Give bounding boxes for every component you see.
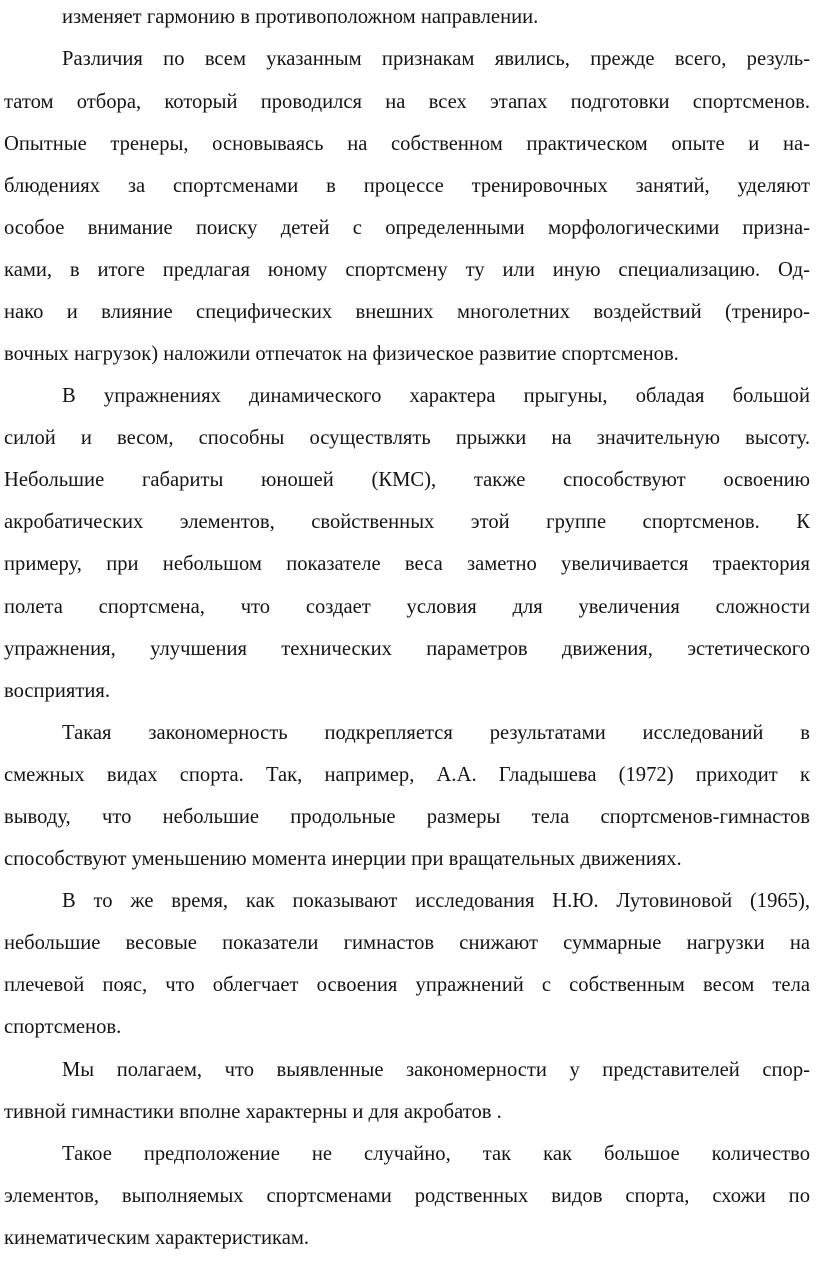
- text-line: В то же время, как показывают исследования Н.Ю. Лутовиновой (1965),: [62, 890, 810, 912]
- text-line: тивной гимнастики вполне характерны и для акробатов .: [4, 1101, 502, 1123]
- text-line: особое внимание поиску детей с определенными морфологическими призна-: [4, 217, 810, 239]
- text-line: восприятия.: [4, 680, 110, 702]
- text-line: способствуют уменьшению момента инерции при вращательных движениях.: [4, 848, 682, 870]
- text-line: Мы полагаем, что выявленные закономерности у представителей спор-: [62, 1059, 810, 1081]
- text-line: Такая закономерность подкрепляется результатами исследований в: [62, 722, 810, 744]
- text-line: смежных видах спорта. Так, например, А.А. Гладышева (1972) приходит к: [4, 764, 810, 786]
- text-line: элементов, выполняемых спортсменами родственных видов спорта, схожи по: [4, 1185, 810, 1207]
- text-line: выводу, что небольшие продольные размеры тела спортсменов-гимнастов: [4, 806, 810, 828]
- text-line: вочных нагрузок) наложили отпечаток на физическое развитие спортсменов.: [4, 343, 679, 365]
- text-line: татом отбора, который проводился на всех этапах подготовки спортсменов.: [4, 91, 810, 113]
- text-line: Опытные тренеры, основываясь на собственном практическом опыте и на-: [4, 133, 810, 155]
- text-line: примеру, при небольшом показателе веса заметно увеличивается траектория: [4, 553, 810, 575]
- text-line: небольшие весовые показатели гимнастов снижают суммарные нагрузки на: [4, 932, 810, 954]
- text-line: силой и весом, способны осуществлять прыжки на значительную высоту.: [4, 427, 810, 449]
- text-line: плечевой пояс, что облегчает освоения упражнений с собственным весом тела: [4, 974, 810, 996]
- text-line: ками, в итоге предлагая юному спортсмену ту или иную специализацию. Од-: [4, 259, 810, 281]
- text-line: полета спортсмена, что создает условия для увеличения сложности: [4, 596, 810, 618]
- text-line: Такое предположение не случайно, так как большое количество: [62, 1143, 810, 1165]
- text-line: упражнения, улучшения технических параметров движения, эстетического: [4, 638, 810, 660]
- text-line: акробатических элементов, свойственных этой группе спортсменов. К: [4, 511, 810, 533]
- text-line: В упражнениях динамического характера прыгуны, обладая большой: [62, 385, 810, 407]
- text-line: блюдениях за спортсменами в процессе тренировочных занятий, уделяют: [4, 175, 810, 197]
- text-line: изменяет гармонию в противоположном направлении.: [62, 6, 539, 28]
- text-line: Различия по всем указанным признакам явились, прежде всего, резуль-: [62, 48, 810, 70]
- text-line: нако и влияние специфических внешних многолетних воздействий (трениро-: [4, 301, 810, 323]
- text-line: кинематическим характеристикам.: [4, 1227, 310, 1249]
- text-line: Небольшие габариты юношей (КМС), также способствуют освоению: [4, 469, 810, 491]
- text-line: спортсменов.: [4, 1016, 122, 1038]
